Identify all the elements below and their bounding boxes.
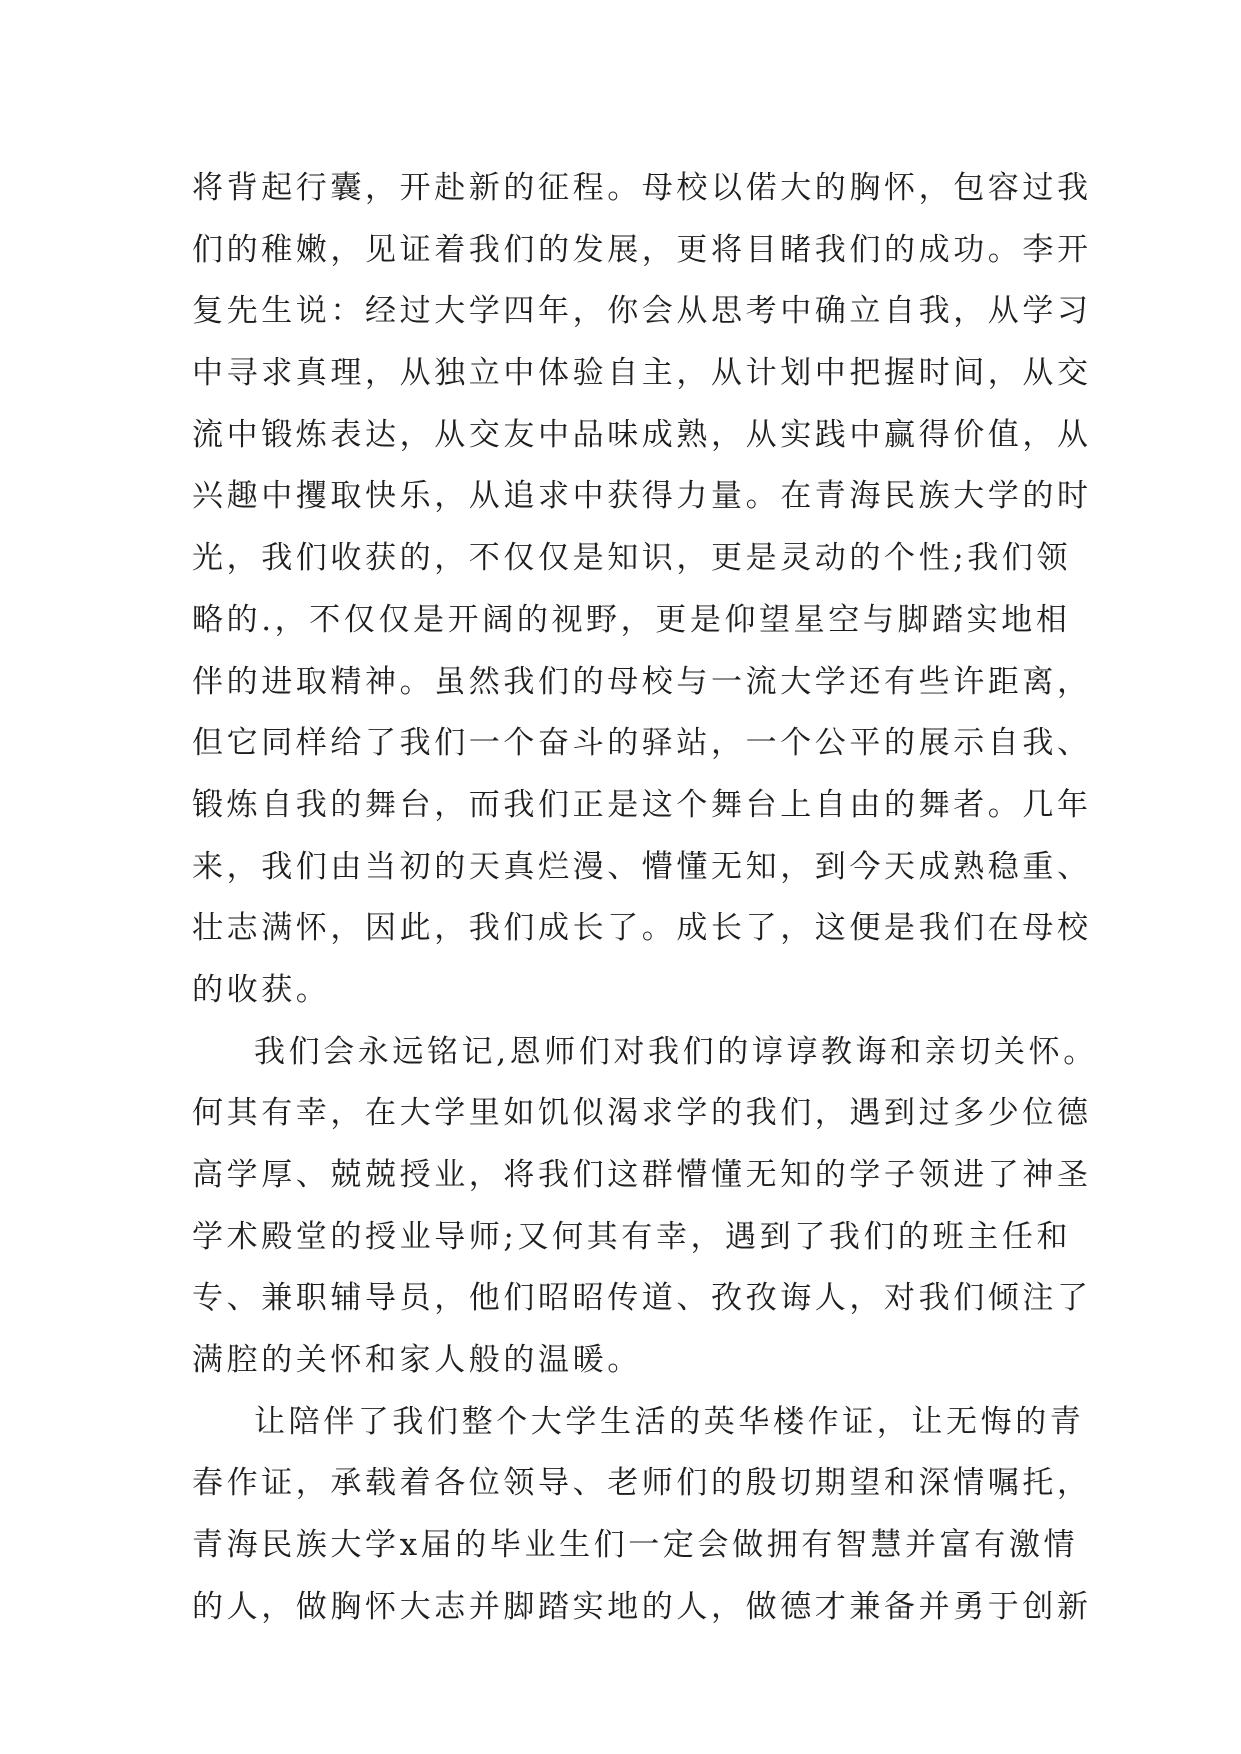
text-line: 但它同样给了我们一个奋斗的驿站，一个公平的展示自我、: [192, 725, 1092, 762]
text-line: 春作证，承载着各位领导、老师们的殷切期望和深情嘱托，: [192, 1465, 1092, 1502]
text-line: 们的稚嫩，见证着我们的发展，更将目睹我们的成功。李开: [192, 231, 1092, 268]
text-line: 光，我们收获的，不仅仅是知识，更是灵动的个性;我们领: [192, 540, 1072, 577]
text-line: 伴的进取精神。虽然我们的母校与一流大学还有些许距离，: [192, 663, 1092, 700]
text-line: 复先生说：经过大学四年，你会从思考中确立自我，从学习: [192, 293, 1092, 330]
text-line: 略的.，不仅仅是开阔的视野，更是仰望星空与脚踏实地相: [192, 601, 1071, 638]
text-line: 满腔的关怀和家人般的温暖。: [192, 1342, 642, 1379]
text-line: 流中锻炼表达，从交友中品味成熟，从实践中赢得价值，从: [192, 416, 1092, 453]
document-body: [192, 158, 1098, 1639]
text-line: 的收获。: [192, 971, 331, 1008]
text-line: 青海民族大学x届的毕业生们一定会做拥有智慧并富有激情: [192, 1527, 1079, 1564]
text-line: 兴趣中攫取快乐，从追求中获得力量。在青海民族大学的时: [192, 478, 1092, 515]
text-line: 高学厚、兢兢授业，将我们这群懵懂无知的学子领进了神圣: [192, 1157, 1092, 1193]
text-line: 中寻求真理，从独立中体验自主，从计划中把握时间，从交: [192, 355, 1092, 392]
text-line: 学术殿堂的授业导师;又何其有幸，遇到了我们的班主任和: [192, 1218, 1072, 1255]
text-line: 将背起行囊，开赴新的征程。母校以偌大的胸怀，包容过我: [192, 170, 1092, 206]
paragraph-start-line: 让陪伴了我们整个大学生活的英华楼作证，让无悔的青: [254, 1403, 1085, 1440]
text-line: 锻炼自我的舞台，而我们正是这个舞台上自由的舞者。几年: [192, 786, 1092, 823]
text-line: 的人，做胸怀大志并脚踏实地的人，做德才兼备并勇于创新: [192, 1588, 1092, 1625]
text-line: 来，我们由当初的天真烂漫、懵懂无知，到今天成熟稳重、: [192, 848, 1092, 885]
paragraph-start-line: 我们会永远铭记,恩师们对我们的谆谆教诲和亲切关怀。: [254, 1033, 1098, 1070]
text-line: 壮志满怀，因此，我们成长了。成长了，这便是我们在母校: [192, 910, 1092, 947]
text-line: 何其有幸，在大学里如饥似渴求学的我们，遇到过多少位德: [192, 1095, 1092, 1132]
text-line: 专、兼职辅导员，他们昭昭传道、孜孜诲人，对我们倾注了: [192, 1280, 1092, 1317]
